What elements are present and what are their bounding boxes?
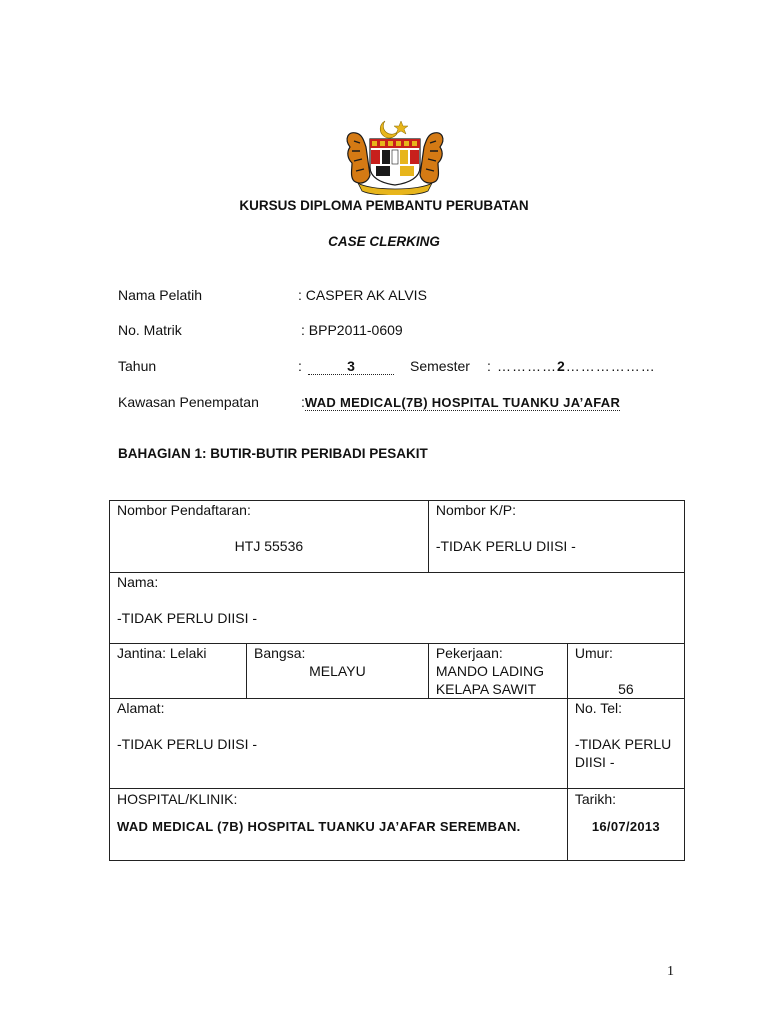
semester-value: 2: [557, 358, 566, 374]
year-colon: :: [298, 358, 302, 374]
registration-cell: [110, 501, 429, 573]
ic-cell: [428, 501, 684, 573]
occupation-value-line1: MANDO LADING: [435, 663, 544, 679]
race-label: Bangsa:: [254, 645, 306, 661]
semester-dots-left: …………: [497, 358, 557, 374]
semester-field: [497, 358, 656, 374]
race-cell: [247, 644, 429, 699]
age-cell: [567, 644, 684, 699]
age-label: Umur:: [574, 645, 613, 661]
section-title: BAHAGIAN 1: BUTIR-BUTIR PERIBADI PESAKIT: [118, 446, 428, 461]
age-value: 56: [618, 681, 634, 697]
ic-value: -TIDAK PERLU DIISI -: [435, 538, 576, 554]
matric-label: No. Matrik: [118, 322, 182, 338]
address-label: Alamat:: [117, 700, 165, 716]
occupation-label: Pekerjaan:: [435, 645, 503, 661]
occupation-cell: [428, 644, 567, 699]
matric-value: : BPP2011-0609: [301, 322, 403, 338]
date-label: Tarikh:: [574, 791, 617, 807]
name-cell: [110, 573, 685, 644]
course-title: KURSUS DIPLOMA PEMBANTU PERUBATAN: [239, 198, 529, 213]
date-value: 16/07/2013: [591, 819, 660, 834]
patient-details-table: [109, 500, 685, 861]
semester-colon: :: [487, 358, 491, 374]
hospital-cell: [110, 789, 568, 861]
registration-value: HTJ 55536: [234, 538, 304, 554]
name-label: Nama:: [117, 574, 159, 590]
gender-text: Jantina: Lelaki: [117, 645, 207, 661]
date-cell: [567, 789, 684, 861]
phone-value-line2: DIISI -: [574, 754, 615, 770]
placement-value: WAD MEDICAL(7B) HOSPITAL TUANKU JA’AFAR: [304, 395, 621, 410]
phone-value-line1: -TIDAK PERLU: [574, 736, 672, 752]
year-value: [308, 358, 394, 375]
registration-label: Nombor Pendaftaran:: [117, 502, 251, 518]
semester-dots-right: ………………: [565, 358, 656, 374]
year-label: Tahun: [118, 358, 157, 374]
placement-colon: :: [301, 394, 305, 410]
phone-label: No. Tel:: [574, 700, 623, 716]
year-value-text: 3: [308, 358, 394, 375]
gender-cell: [110, 644, 247, 699]
name-value: -TIDAK PERLU DIISI -: [117, 610, 258, 626]
hospital-value: WAD MEDICAL (7B) HOSPITAL TUANKU JA’AFAR SEREMBAN.: [117, 819, 521, 834]
address-cell: [110, 699, 568, 789]
hospital-label: HOSPITAL/KLINIK:: [117, 791, 238, 807]
page-number: 1: [667, 964, 674, 979]
phone-cell: [567, 699, 684, 789]
placement-label: Kawasan Penempatan: [118, 394, 259, 410]
placement-field: [301, 394, 620, 411]
document-title: CASE CLERKING: [328, 234, 440, 249]
occupation-value-line2: KELAPA SAWIT: [435, 681, 537, 697]
trainee-name-value: : CASPER AK ALVIS: [298, 287, 427, 303]
address-value: -TIDAK PERLU DIISI -: [117, 736, 258, 752]
ic-label: Nombor K/P:: [435, 502, 516, 518]
semester-label: Semester: [410, 358, 470, 374]
trainee-name-label: Nama Pelatih: [118, 287, 203, 303]
race-value: MELAYU: [309, 663, 366, 679]
coat-of-arms-logo: [340, 117, 450, 195]
